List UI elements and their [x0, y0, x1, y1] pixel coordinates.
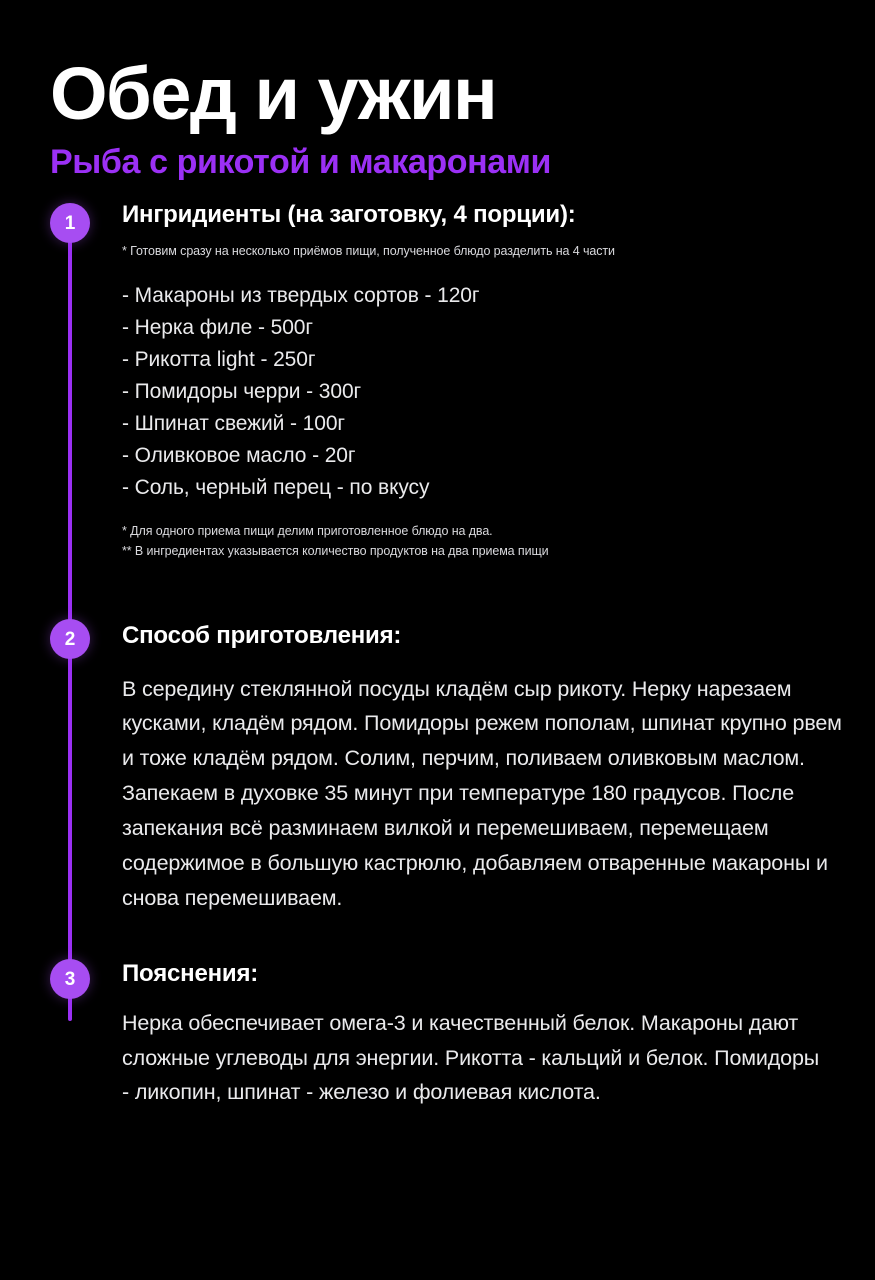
ingredient-item: - Помидоры черри - 300г: [122, 380, 362, 404]
ingredient-item: - Соль, черный перец - по вкусу: [122, 475, 430, 499]
page-title: Обед и ужин: [50, 52, 497, 135]
step-marker-2: 2: [50, 619, 90, 659]
step-3-body: Нерка обеспечивает омега-3 и качественный белок. Макароны дают сложные углеводы для энергии. Рикотта - кальций и белок. Помидоры - ликопин, шпинат - железо и фолиевая кислота.: [122, 1010, 820, 1105]
step-1-note-2: ** В ингредиентах указывается количество продуктов на два приема пищи: [122, 544, 549, 559]
header: [0, 0, 875, 180]
step-1-heading: Ингридиенты (на заготовку, 4 порции):: [122, 201, 576, 229]
step-3-heading: Пояснения:: [122, 960, 259, 988]
step-1-footnotes: [122, 522, 875, 562]
step-2-heading: Способ приготовления:: [122, 622, 402, 650]
step-explanations: [0, 961, 875, 1110]
page-subtitle: Рыба с рикотой и макаронами: [50, 142, 552, 181]
step-1-note-top: * Готовим сразу на несколько приёмов пищи, полученное блюдо разделить на 4 части: [122, 243, 615, 258]
ingredient-item: - Нерка филе - 500г: [122, 316, 313, 340]
step-ingredients: [0, 202, 875, 561]
step-marker-3: 3: [50, 959, 90, 999]
step-marker-1: 1: [50, 203, 90, 243]
step-method: [0, 623, 875, 915]
ingredient-item: - Рикотта light - 250г: [122, 348, 316, 372]
step-1-note-1: * Для одного приема пищи делим приготовленное блюдо на два.: [122, 523, 493, 538]
ingredients-list: [122, 280, 875, 503]
steps-list: [0, 202, 875, 1110]
ingredient-item: - Макароны из твердых сортов - 120г: [122, 284, 480, 308]
ingredient-item: - Оливковое масло - 20г: [122, 443, 356, 467]
step-2-body: В середину стеклянной посуды кладём сыр рикоту. Нерку нарезаем кусками, кладём рядом. Помидоры режем пополам, шпинат крупно рвем и тоже кладём рядом. Солим, перчим, поливаем оливковым маслом. Запекаем в духовке 35 минут при температуре 180 градусов. После запекания всё разминаем вилкой и перемешиваем, перемещаем содержимое в большую кастрюлю, добавляем отваренные макароны и снова перемешиваем.: [122, 676, 842, 910]
ingredient-item: - Шпинат свежий - 100г: [122, 411, 345, 435]
